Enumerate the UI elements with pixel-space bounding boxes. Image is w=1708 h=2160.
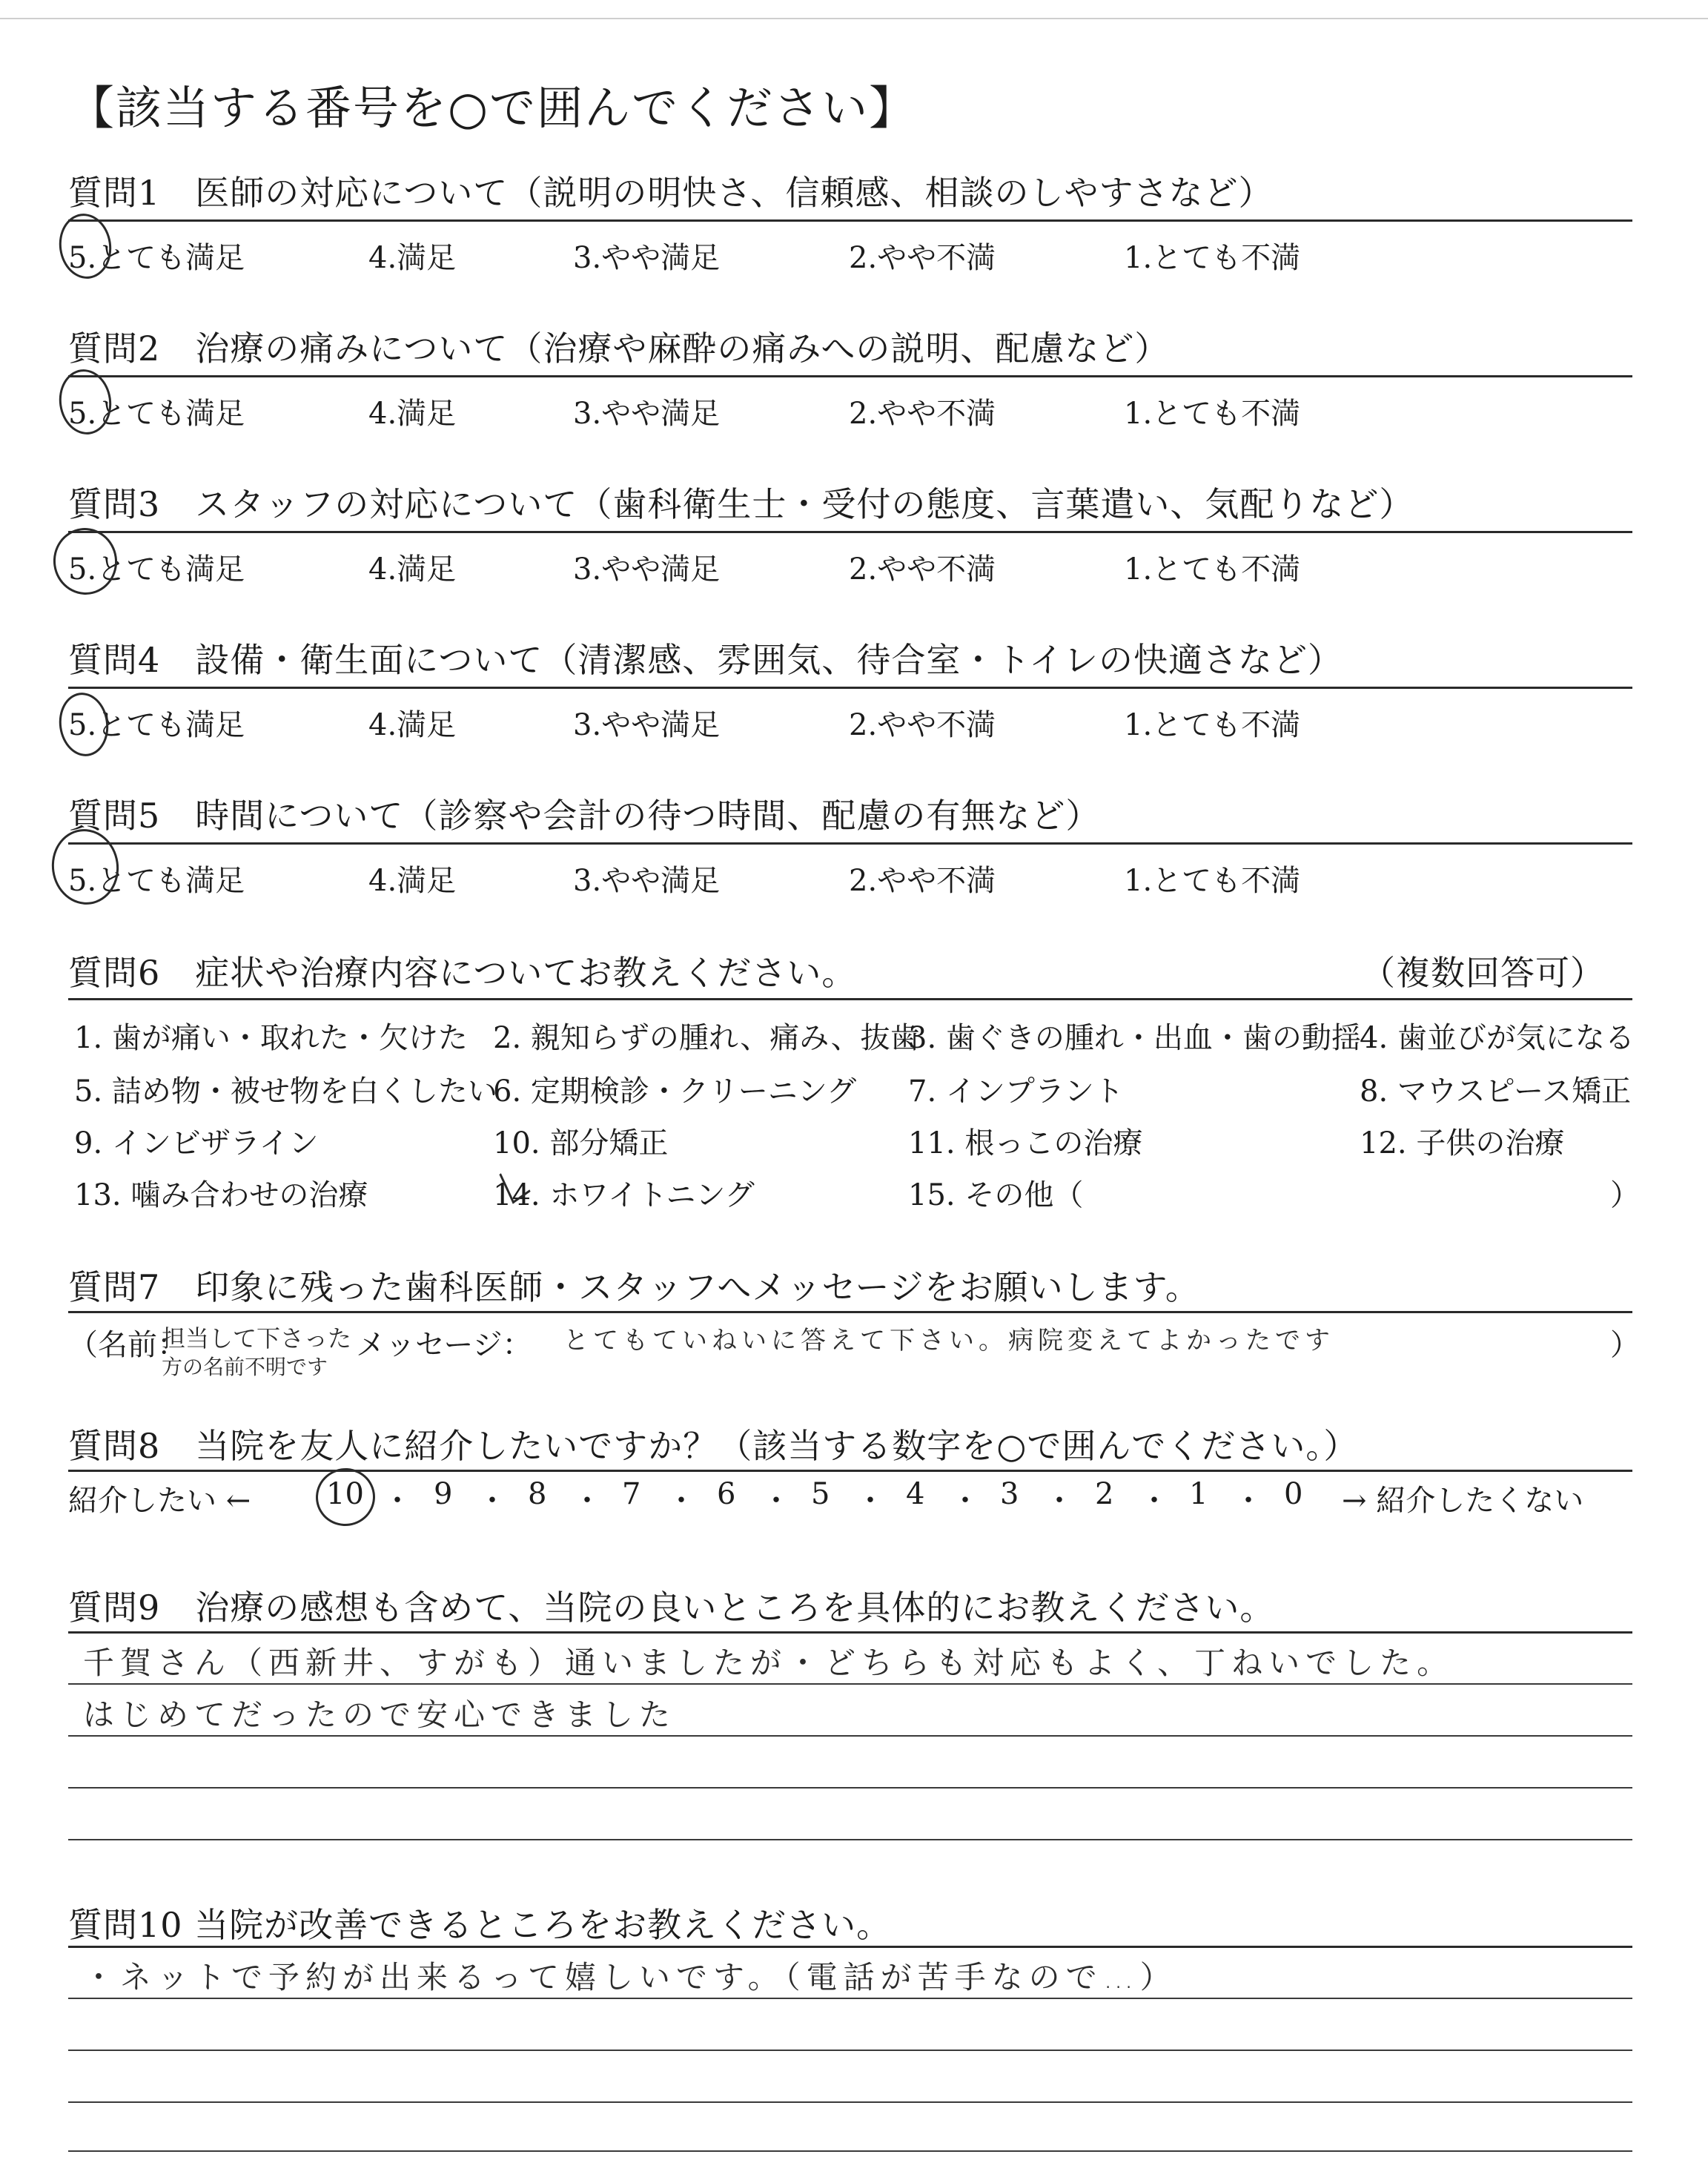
question-title: 質問3 スタッフの対応について（歯科衛生士・受付の態度、言葉遣い、気配りなど） [68, 484, 1414, 524]
divider [68, 531, 1632, 533]
option-2[interactable]: 2.やや不満 [849, 708, 996, 742]
option-1[interactable]: 1.とても不満 [1124, 241, 1301, 275]
question-title: 質問2 治療の痛みについて（治療や麻酔の痛みへの説明、配慮など） [68, 328, 1170, 369]
divider [68, 1631, 1632, 1634]
answer-line [68, 1839, 1632, 1840]
option-1[interactable]: 1.とても不満 [1124, 864, 1301, 898]
scale-separator: ・ [761, 1484, 791, 1518]
scale-5[interactable]: 5 [811, 1477, 830, 1511]
scale-1[interactable]: 1 [1189, 1477, 1208, 1511]
symptom-option[interactable]: 9. インビザライン [74, 1126, 319, 1160]
divider [68, 375, 1632, 377]
answer-line [68, 1787, 1632, 1789]
answer-line [68, 1998, 1632, 1999]
scale-separator: ・ [1139, 1484, 1169, 1518]
symptom-option[interactable]: 11. 根っこの治療 [908, 1126, 1143, 1160]
scale-separator: ・ [666, 1484, 696, 1518]
option-4[interactable]: 4.満足 [368, 708, 457, 742]
scale-9[interactable]: 9 [434, 1477, 453, 1511]
symptom-option[interactable]: 7. インプラント [908, 1074, 1124, 1109]
multiple-answer-note: （複数回答可） [1361, 953, 1605, 993]
message-label: メッセージ： [356, 1328, 532, 1362]
other-close-paren: ） [1610, 1178, 1640, 1212]
answer-line [68, 2050, 1632, 2051]
scale-2[interactable]: 2 [1095, 1477, 1114, 1511]
divider [68, 998, 1632, 1000]
symptom-option[interactable]: 2. 親知らずの腫れ、痛み、抜歯 [493, 1021, 920, 1055]
question-title: 質問5 時間について（診察や会計の待つ時間、配慮の有無など） [68, 796, 1101, 836]
scale-separator: ・ [383, 1484, 412, 1518]
message-close-paren: ） [1610, 1328, 1640, 1362]
symptom-option[interactable]: 4. 歯並びが気になる [1360, 1021, 1635, 1055]
option-2[interactable]: 2.やや不満 [849, 552, 996, 587]
option-3[interactable]: 3.やや満足 [573, 241, 721, 275]
question-title: 質問4 設備・衛生面について（清潔感、雰囲気、待合室・トイレの快適さなど） [68, 640, 1343, 680]
scale-separator: ・ [477, 1484, 507, 1518]
name-label: （名前： [68, 1328, 187, 1362]
answer-line-1-handwritten[interactable]: ・ネットで予約が出来るって嬉しいです。（電話が苦手なので…） [83, 1959, 1177, 1995]
divider [68, 687, 1632, 689]
scale-right-label: → 紹介したくない [1342, 1484, 1584, 1518]
symptom-option[interactable]: 12. 子供の治療 [1360, 1126, 1565, 1160]
answer-line [68, 1683, 1632, 1685]
scale-6[interactable]: 6 [717, 1477, 736, 1511]
name-value-handwritten[interactable]: 担当して下さった [162, 1324, 352, 1353]
page-title: 【該当する番号を○で囲んでください】 [68, 81, 917, 135]
answer-line-1-handwritten[interactable]: 千賀さん（西新井、すがも）通いましたが・どちらも対応もよく、丁ねいでした。 [83, 1645, 1454, 1681]
question-title: 質問9 治療の感想も含めて、当院の良いところを具体的にお教えください。 [68, 1588, 1275, 1628]
scale-separator: ・ [1234, 1484, 1263, 1518]
option-2[interactable]: 2.やや不満 [849, 864, 996, 898]
scale-8[interactable]: 8 [528, 1477, 547, 1511]
question-title: 質問8 当院を友人に紹介したいですか？（該当する数字を○で囲んでください。） [68, 1426, 1359, 1466]
symptom-option[interactable]: 13. 噛み合わせの治療 [74, 1178, 368, 1212]
scan-top-edge [0, 18, 1708, 19]
scale-separator: ・ [1045, 1484, 1074, 1518]
option-3[interactable]: 3.やや満足 [573, 397, 721, 431]
message-value-handwritten[interactable]: とてもていねいに答えて下さい。病院変えてよかったです [563, 1326, 1334, 1355]
option-5[interactable]: 5.とても満足 [68, 552, 245, 587]
divider [68, 219, 1632, 222]
answer-line [68, 2150, 1632, 2152]
scale-4[interactable]: 4 [906, 1477, 925, 1511]
option-2[interactable]: 2.やや不満 [849, 241, 996, 275]
option-1[interactable]: 1.とても不満 [1124, 708, 1301, 742]
question-title: 質問1 医師の対応について（説明の明快さ、信頼感、相談のしやすさなど） [68, 173, 1274, 213]
scale-separator: ・ [855, 1484, 885, 1518]
answer-line [68, 2101, 1632, 2103]
option-5[interactable]: 5.とても満足 [68, 864, 245, 898]
option-3[interactable]: 3.やや満足 [573, 708, 721, 742]
option-4[interactable]: 4.満足 [368, 552, 457, 587]
symptom-option[interactable]: 6. 定期検診・クリーニング [493, 1074, 857, 1109]
name-value-handwritten-2[interactable]: 方の名前不明です [162, 1355, 328, 1379]
divider [68, 842, 1632, 845]
scale-3[interactable]: 3 [1000, 1477, 1019, 1511]
symptom-option[interactable]: 3. 歯ぐきの腫れ・出血・歯の動揺 [908, 1021, 1361, 1055]
option-4[interactable]: 4.満足 [368, 241, 457, 275]
symptom-option[interactable]: 10. 部分矯正 [493, 1126, 669, 1160]
option-1[interactable]: 1.とても不満 [1124, 552, 1301, 587]
answer-line-2-handwritten[interactable]: はじめてだったので安心できました [83, 1697, 677, 1733]
scale-10[interactable]: 10 [326, 1477, 364, 1511]
option-5[interactable]: 5.とても満足 [68, 708, 245, 742]
symptom-option[interactable]: 8. マウスピース矯正 [1360, 1074, 1632, 1109]
option-5[interactable]: 5.とても満足 [68, 241, 245, 275]
question-title: 質問10 当院が改善できるところをお教えください。 [68, 1905, 892, 1945]
question-title: 質問6 症状や治療内容についてお教えください。 [68, 953, 857, 993]
option-3[interactable]: 3.やや満足 [573, 552, 721, 587]
divider [68, 1470, 1632, 1472]
scale-0[interactable]: 0 [1284, 1477, 1303, 1511]
scale-7[interactable]: 7 [622, 1477, 641, 1511]
question-title: 質問7 印象に残った歯科医師・スタッフへメッセージをお願いします。 [68, 1267, 1200, 1307]
scale-separator: ・ [572, 1484, 602, 1518]
scale-left-label: 紹介したい ← [68, 1484, 251, 1518]
scale-separator: ・ [950, 1484, 980, 1518]
option-5[interactable]: 5.とても満足 [68, 397, 245, 431]
option-3[interactable]: 3.やや満足 [573, 864, 721, 898]
option-4[interactable]: 4.満足 [368, 397, 457, 431]
divider [68, 1946, 1632, 1948]
symptom-option[interactable]: 5. 詰め物・被せ物を白くしたい [74, 1074, 497, 1109]
option-4[interactable]: 4.満足 [368, 864, 457, 898]
divider [68, 1311, 1632, 1313]
option-2[interactable]: 2.やや不満 [849, 397, 996, 431]
symptom-option-selected[interactable]: 14. ホワイトニング [493, 1178, 755, 1212]
symptom-option-other[interactable]: 15. その他（ [908, 1178, 1084, 1212]
answer-line [68, 1735, 1632, 1737]
option-1[interactable]: 1.とても不満 [1124, 397, 1301, 431]
symptom-option[interactable]: 1. 歯が痛い・取れた・欠けた [74, 1021, 468, 1055]
